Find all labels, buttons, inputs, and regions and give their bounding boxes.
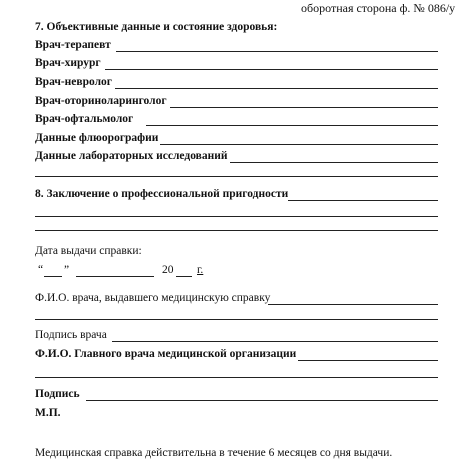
field-lab-label: Данные лабораторных исследований bbox=[35, 150, 228, 162]
field-surgeon-label: Врач-хирург bbox=[35, 57, 101, 69]
section-7-title: 7. Объективные данные и состояние здоровья: bbox=[35, 21, 278, 33]
field-fluorography-label: Данные флюорографии bbox=[35, 132, 159, 144]
doctor-sign-label: Подпись врача bbox=[35, 329, 107, 341]
field-ent-line[interactable] bbox=[170, 107, 438, 108]
field-therapist-line[interactable] bbox=[116, 51, 438, 52]
issue-year-suffix: г. bbox=[197, 264, 204, 276]
issue-quote-open: “ bbox=[38, 264, 44, 276]
issue-month-line[interactable] bbox=[76, 276, 154, 277]
chief-name-extra-line[interactable] bbox=[35, 377, 438, 378]
chief-name-line[interactable] bbox=[298, 360, 438, 361]
form-side-note: оборотная сторона ф. № 086/у bbox=[301, 1, 456, 15]
issue-date-label: Дата выдачи справки: bbox=[35, 245, 142, 257]
chief-name-label: Ф.И.О. Главного врача медицинской организации bbox=[35, 348, 297, 360]
field-ophthalmologist-line[interactable] bbox=[146, 125, 438, 126]
section-8-line-1[interactable] bbox=[288, 200, 438, 201]
validity-note: Медицинская справка действительна в течение 6 месяцев со дня выдачи. bbox=[35, 447, 393, 459]
stamp-label: М.П. bbox=[35, 407, 61, 419]
doctor-name-line[interactable] bbox=[268, 304, 438, 305]
issue-year-line[interactable] bbox=[176, 276, 192, 277]
section-8-title: 8. Заключение о профессиональной пригодности bbox=[35, 188, 289, 200]
field-fluorography-line[interactable] bbox=[160, 144, 438, 145]
field-ent-label: Врач-оториноларинголог bbox=[35, 95, 167, 107]
field-ophthalmologist-label: Врач-офтальмолог bbox=[35, 113, 134, 125]
section-8-line-2[interactable] bbox=[35, 216, 438, 217]
issue-year-prefix: 20 bbox=[162, 264, 174, 276]
field-neurologist-line[interactable] bbox=[115, 88, 438, 89]
issue-quote-close: ” bbox=[64, 264, 70, 276]
field-therapist-label: Врач-терапевт bbox=[35, 39, 111, 51]
doctor-sign-line[interactable] bbox=[112, 341, 438, 342]
sign-line[interactable] bbox=[86, 400, 438, 401]
doctor-name-extra-line[interactable] bbox=[35, 319, 438, 320]
field-surgeon-line[interactable] bbox=[105, 69, 438, 70]
section-7-extra-line[interactable] bbox=[35, 176, 438, 177]
doctor-name-label: Ф.И.О. врача, выдавшего медицинскую справку bbox=[35, 292, 271, 304]
section-8-line-3[interactable] bbox=[35, 230, 438, 231]
issue-day-line[interactable] bbox=[44, 276, 62, 277]
field-lab-line[interactable] bbox=[230, 162, 438, 163]
field-neurologist-label: Врач-невролог bbox=[35, 76, 113, 88]
sign-label: Подпись bbox=[35, 388, 80, 400]
